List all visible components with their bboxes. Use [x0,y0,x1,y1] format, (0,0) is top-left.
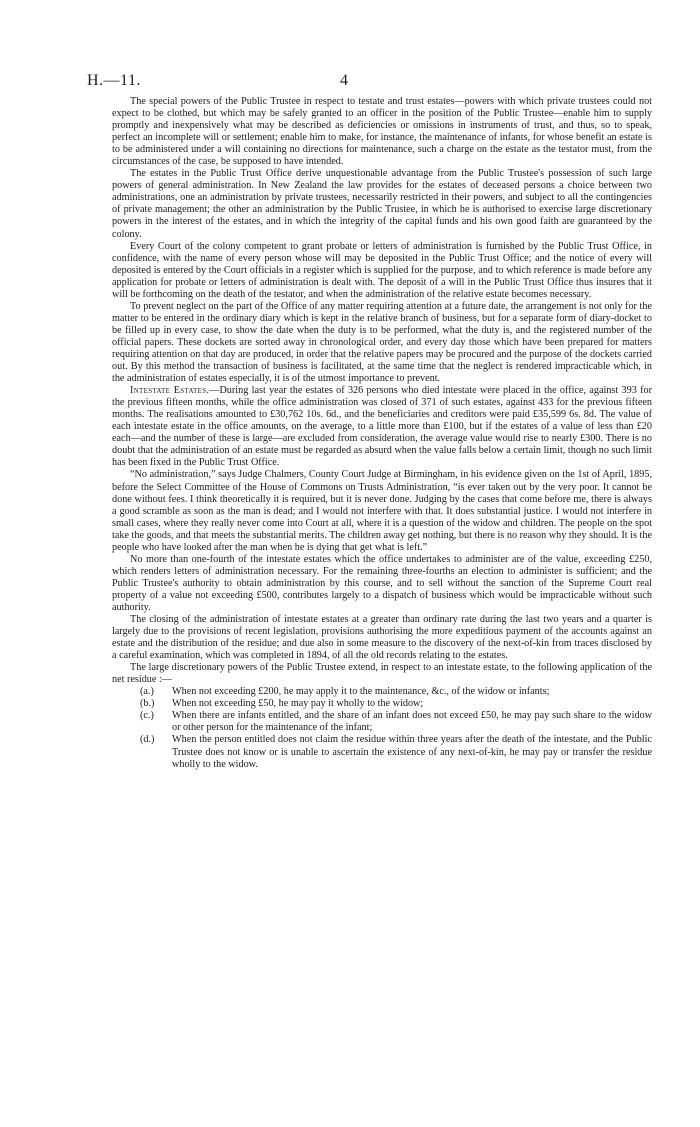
list-item-text: When the person entitled does not claim the residue within three years after the death of the intestate, and the Public Trustee does not know or is unable to ascertain the existence of any next-of-kin, he may pay or transfer the residue wholly to the widow. [172,734,652,770]
paragraph-discretionary-powers: The large discretionary powers of the Public Trustee extend, in respect to an intestate estate, to the following application of the net residue :— [112,662,652,686]
list-item [112,686,652,698]
intestate-heading: Intestate Estates. [130,385,210,397]
list-marker: (c.) [140,710,154,722]
paragraph-diary-dockets: To prevent neglect on the part of the Office of any matter requiring attention at a future date, the arrangement is not only for the matter to be entered in the ordinary diary which is kept in the relative branch of business, but for a separate form of diary-docket to be filled up in every case, to show the date when the duty is to be performed, what the duty is, and the registered number of the official papers. These dockets are sorted away in chronological order, and every day those which have been prepared for matters requiring attention on that day are produced, in order that the relative papers may be procured and the purpose of the dockets carried out. By this method the transaction of business is facilitated, at the same time that the neglect is rendered impracticable which, in the administration of estates especially, it is of the utmost importance to prevent. [112,300,652,385]
document-code: H.—11. [87,72,141,89]
intestate-text: —During last year the estates of 326 persons who died intestate were placed in the office, against 393 for the previous fifteen months, while the office administration was closed of 371 of such estates, against 433 for the previous fifteen months. The realisations amounted to £30,762 10s. 6d., and the beneficiaries and creditors were paid £35,599 6s. 8d. The value of each intestate estate in the office amounts, on the average, to a little more than £100, but if the estates of a value of less than £20 each—and the number of these is large—are excluded from consideration, the average value would rise to nearly £300. There is no doubt that the administration of an estate must be regarded as absurd when the value falls below a certain limit, though no such limit has been fixed in the Public Trust Office. [112,385,652,469]
list-item [112,734,652,770]
list-item [112,698,652,710]
list-item-text: When not exceeding £200, he may apply it to the maintenance, &c., of the widow or infants; [172,686,550,698]
paragraph-one-fourth: No more than one-fourth of the intestate estates which the office undertakes to administer are of the value, exceeding £250, which renders letters of administration necessary. For the remaining three-fourths an election to administer is sufficient; and the Public Trustee's authority to obtain administration by this course, and to sell without the sanction of the Supreme Court real property of a value not exceeding £500, contributes largely to a dispatch of business which would be impracticable without such authority. [112,553,652,613]
list-item [112,710,652,734]
residue-application-list [112,686,652,770]
paragraph-intestate-estates [112,385,652,469]
paragraph-general-administration: The estates in the Public Trust Office derive unquestionable advantage from the Public Trustee's possession of such large powers of general administration. In New Zealand the law provides for the estates of deceased persons a choice between two administrations, one an administration by private trustees, necessarily restricted in their powers, and subject to all the contingencies of private management; the other an administration by the Public Trustee, in which he is authorised to exercise large discretionary powers in the interest of the estates, and in which the integrity of the capital funds and his own good faith are guaranteed by the colony. [112,168,652,240]
list-item-text: When there are infants entitled, and the share of an infant does not exceed £50, he may pay such share to the widow or other person for the maintenance of the infant; [172,710,652,734]
list-marker: (a.) [140,686,154,698]
paragraph-closing-administration: The closing of the administration of intestate estates at a greater than ordinary rate during the last two years and a quarter is largely due to the provisions of recent legislation, provisions authorising the more expeditious payment of the accounts against an estate and the distribution of the residue; and due also in some measure to the discovery of the next-of-kin from traces disclosed by a careful examination, which was completed in 1894, of all the old records relating to the estates. [112,614,652,662]
paragraph-court-register: Every Court of the colony competent to grant probate or letters of administration is furnished by the Public Trust Office, in confidence, with the name of every person whose will may be deposited in the Public Trust Office; and the notice of every will deposited is entered by the Court officials in a register which is supplied for the purpose, and to which reference is made before any application for probate or letters of administration is dealt with. The deposit of a will in the Public Trust Office thus insures that it will be forthcoming on the death of the testator, and when the administration of the relative estate becomes necessary. [112,240,652,300]
paragraph-special-powers: The special powers of the Public Trustee in respect to testate and trust estates—powers with which private trustees could not expect to be clothed, but which may be safely granted to an officer in the position of the Public Trustee—enable him to supply promptly and inexpensively what may be described as deficiencies or omissions in instruments of trust, and thus, so to speak, perfect an incomplete will or settlement; enable him to make, for instance, the maintenance of infants, for whose benefit an estate is to be administered under a will containing no directions for maintenance, such a charge on the estate as the testator must, from the circumstances of the case, be supposed to have intended. [112,96,652,168]
page-number: 4 [340,72,348,89]
paragraph-judge-chalmers-quote: “No administration,” says Judge Chalmers, County Court Judge at Birmingham, in his evidence given on the 1st of April, 1895, before the Select Committee of the House of Commons on Trusts Administration, “is ever taken out by the very poor. It cannot be done without fees. I think theoretically it is required, but it is never done. Judging by the cases that come before me, there is always a good scramble as soon as the man is dead; and I would not interfere with that. It does substantial justice. I would not interfere in small cases, where they really never come into Court at all, where it is a question of the widow and children. The people on the spot take the goods, and that meets the substantial merits. The children away get nothing, but there is no reason why they should. It is the people who have looked after the man when he is dying that get what is left.” [112,469,652,553]
document-page [87,64,652,771]
list-marker: (b.) [140,698,155,710]
list-marker: (d.) [140,734,155,746]
page-header [87,64,652,96]
list-item-text: When not exceeding £50, he may pay it wholly to the widow; [172,698,424,710]
